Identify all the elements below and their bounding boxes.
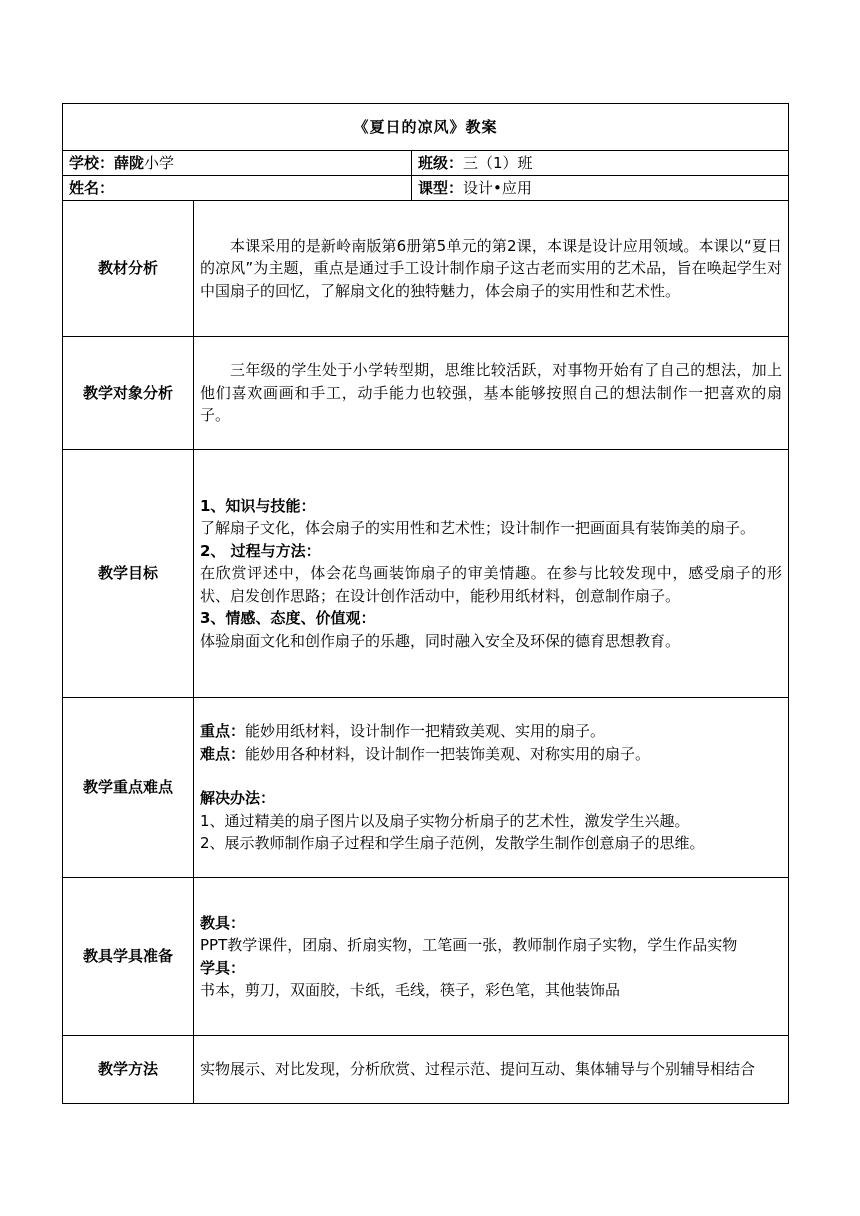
difficulty-text: 能妙用各种材料，设计制作一把装饰美观、对称实用的扇子。 [245, 744, 651, 763]
goal-2-title: 2、 过程与方法： [200, 541, 321, 560]
school-class-row [63, 151, 789, 176]
teacher-tools-text: PPT教学课件，团扇、折扇实物，工笔画一张，教师制作扇子实物，学生作品实物 [200, 936, 738, 954]
difficulty-line [200, 743, 782, 766]
key-points-label: 教学重点难点 [63, 698, 194, 878]
materials-prep-content [194, 878, 789, 1036]
teaching-method-content [194, 1036, 789, 1104]
teaching-goals-label: 教学目标 [63, 450, 194, 698]
material-analysis-row [63, 201, 789, 337]
name-type-row [63, 176, 789, 201]
goal-1-title: 1、知识与技能： [200, 496, 316, 515]
teaching-method-text: 实物展示、对比发现，分析欣赏、过程示范、提问互动、集体辅导与个别辅导相结合 [200, 1060, 756, 1079]
focus-label: 重点： [200, 722, 246, 741]
teaching-method-row [63, 1036, 789, 1104]
student-analysis-label: 教学对象分析 [63, 337, 194, 450]
material-analysis-text: 本课采用的是新岭南版第6册第5单元的第2课，本课是设计应用领域。本课以“夏日的凉风”为主题，重点是通过手工设计制作扇子这古老而实用的艺术品，旨在唤起学生对中国扇子的回忆，了解扇文化的独特魅力，体会扇子的实用性和艺术性。 [200, 236, 783, 300]
lesson-plan-table [62, 103, 789, 1104]
difficulty-label: 难点： [200, 744, 246, 763]
key-points-row [63, 698, 789, 878]
class-cell [412, 151, 789, 176]
focus-text: 能妙用纸材料，设计制作一把精致美观、实用的扇子。 [245, 722, 606, 741]
materials-prep-row [63, 878, 789, 1036]
solution-title: 解决办法： [200, 789, 276, 808]
goal-2-text: 在欣赏评述中，体会花鸟画装饰扇子的审美情趣。在参与比较发现中，感受扇子的形状、启发创作思路；在设计创作活动中，能秒用纸材料，创意制作扇子。 [200, 564, 783, 605]
school-cell [63, 151, 412, 176]
material-analysis-label: 教材分析 [63, 201, 194, 337]
materials-prep-label: 教具学具准备 [63, 878, 194, 1036]
teaching-goals-row [63, 450, 789, 698]
teaching-goals-content [194, 450, 789, 698]
student-analysis-content [194, 337, 789, 450]
goal-3-title: 3、情感、态度、价值观： [200, 609, 376, 628]
school-label: 学校： [69, 153, 115, 172]
name-label: 姓名： [69, 178, 115, 197]
teacher-tools-title: 教具： [200, 913, 246, 932]
student-tools-text: 书本，剪刀，双面胶，卡纸，毛线，筷子，彩色笔，其他装饰品 [200, 981, 621, 999]
key-points-content [194, 698, 789, 878]
solution-item-2: 2、展示教师制作扇子过程和学生扇子范例，发散学生制作创意扇子的思维。 [200, 834, 705, 853]
goal-3-text: 体验扇面文化和创作扇子的乐趣，同时融入安全及环保的德育思想教育。 [200, 631, 681, 650]
solution-item-1: 1、通过精美的扇子图片以及扇子实物分析扇子的艺术性，激发学生兴趣。 [200, 811, 690, 830]
school-name-rest: 小学 [144, 153, 175, 172]
lesson-type-label: 课型： [418, 178, 464, 197]
goal-1-text: 了解扇子文化，体会扇子的实用性和艺术性；设计制作一把画面具有装饰美的扇子。 [200, 519, 756, 538]
document-title: 《夏日的凉风》教案 [63, 104, 789, 151]
focus-line [200, 720, 782, 743]
student-tools-title: 学具： [200, 958, 246, 977]
student-analysis-text: 三年级的学生处于小学转型期，思维比较活跃，对事物开始有了自己的想法，加上他们喜欢画画和手工，动手能力也较强，基本能够按照自己的想法制作一把喜欢的扇子。 [200, 361, 783, 425]
teaching-method-label: 教学方法 [63, 1036, 194, 1104]
title-row [63, 104, 789, 151]
class-label: 班级： [418, 153, 464, 172]
lesson-type-cell [412, 176, 789, 201]
lesson-type-value: 设计•应用 [463, 178, 532, 197]
name-cell [63, 176, 412, 201]
student-analysis-row [63, 337, 789, 450]
class-value: 三（1）班 [463, 153, 533, 172]
school-name-bold: 薛陇 [114, 153, 145, 172]
key-points-spacer [200, 765, 782, 787]
material-analysis-content [194, 201, 789, 337]
